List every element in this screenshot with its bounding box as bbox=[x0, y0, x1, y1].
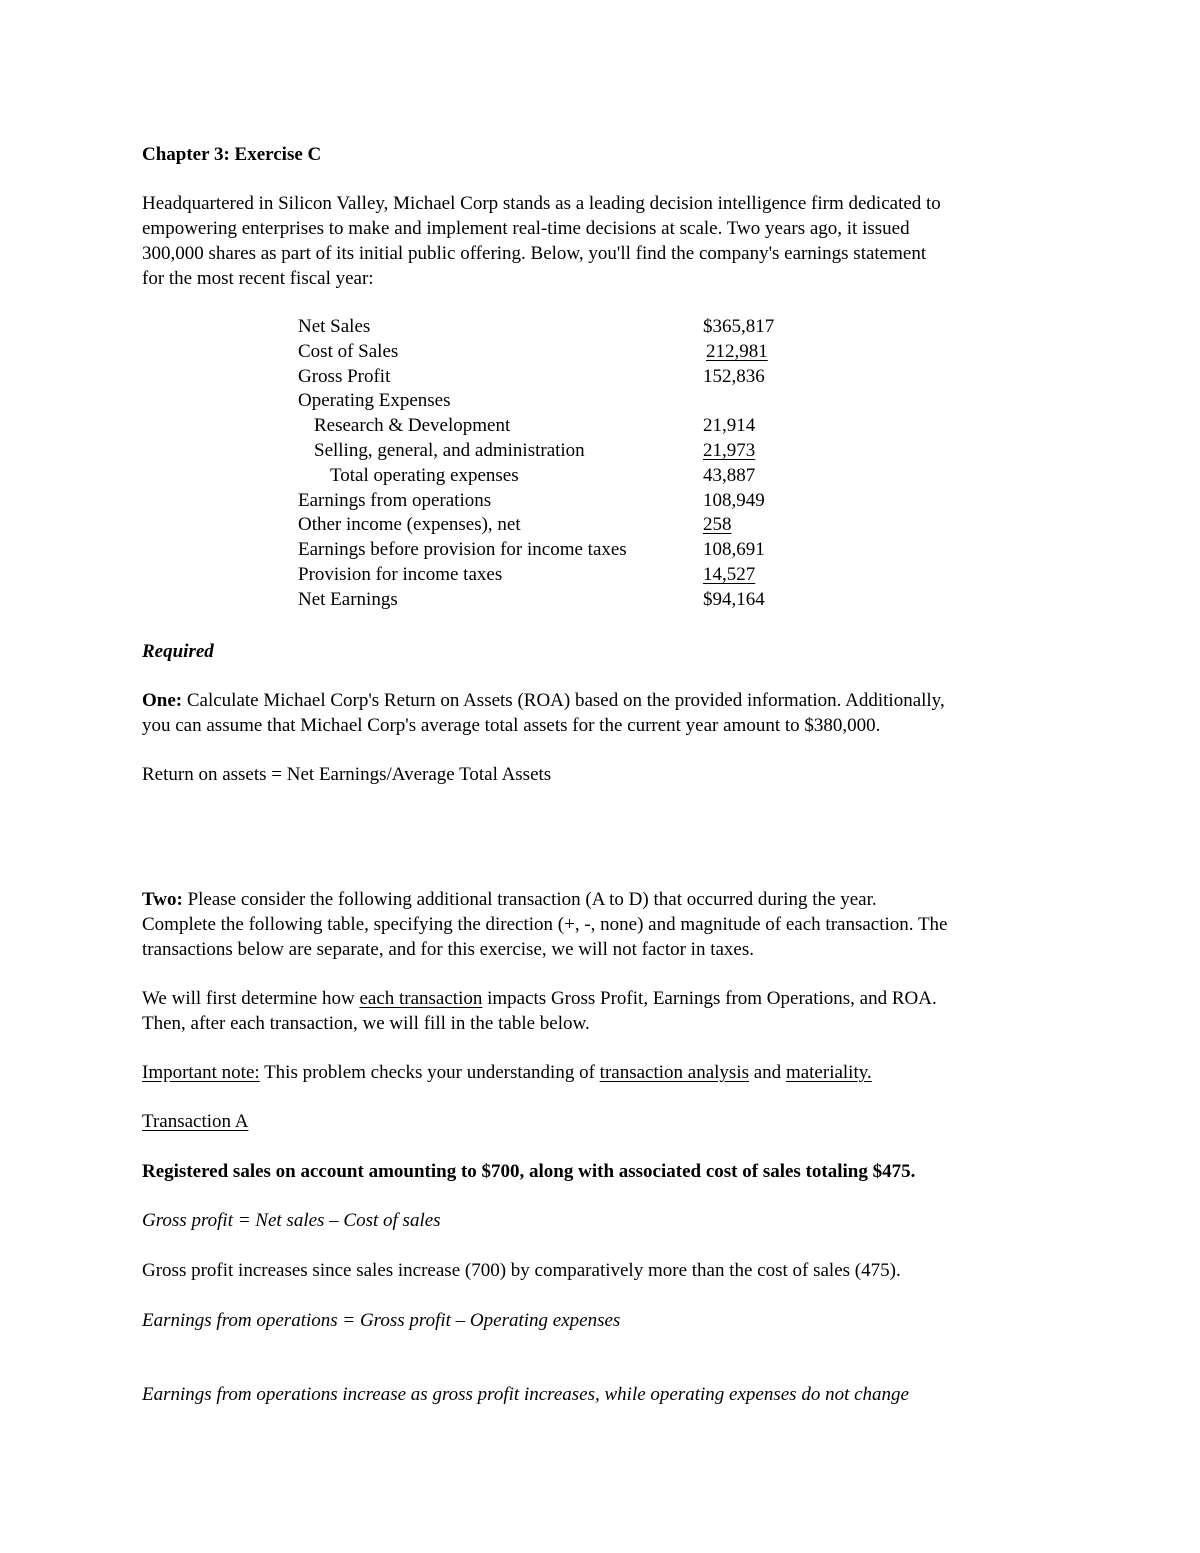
intro-line: Headquartered in Silicon Valley, Michael Corp stands as a leading decision intelligence firm dedicated to bbox=[142, 193, 941, 214]
statement-row bbox=[298, 513, 818, 538]
statement-label: Provision for income taxes bbox=[298, 563, 503, 585]
important-note-label: Important note: bbox=[142, 1062, 260, 1083]
question-one bbox=[142, 688, 1072, 738]
statement-row bbox=[298, 315, 818, 340]
statement-row bbox=[298, 588, 818, 613]
statement-value: 43,887 bbox=[703, 464, 756, 486]
determine-paragraph bbox=[142, 986, 1072, 1036]
statement-row bbox=[298, 414, 818, 439]
question-two-text: Complete the following table, specifying the direction (+, -, none) and magnitude of each transaction. The bbox=[142, 914, 948, 935]
intro-line: for the most recent fiscal year: bbox=[142, 268, 374, 289]
statement-value: 14,527 bbox=[703, 563, 756, 585]
transaction-analysis-term: transaction analysis bbox=[599, 1062, 749, 1083]
statement-value: 108,949 bbox=[703, 489, 765, 511]
page-title: Chapter 3: Exercise C bbox=[142, 144, 322, 165]
intro-line: empowering enterprises to make and implement real-time decisions at scale. Two years ago, it issued bbox=[142, 218, 910, 239]
determine-text: Then, after each transaction, we will fill in the table below. bbox=[142, 1013, 590, 1034]
earnings-formula: Earnings from operations = Gross profit – Operating expenses bbox=[142, 1310, 621, 1331]
gross-profit-explanation: Gross profit increases since sales increase (700) by comparatively more than the cost of sales (475). bbox=[142, 1260, 901, 1281]
question-one-text: Calculate Michael Corp's Return on Assets (ROA) based on the provided information. Additionally, bbox=[182, 690, 945, 711]
statement-label: Cost of Sales bbox=[298, 340, 399, 362]
statement-label: Earnings from operations bbox=[298, 489, 492, 511]
statement-value: 258 bbox=[703, 514, 732, 536]
question-two-text: transactions below are separate, and for this exercise, we will not factor in taxes. bbox=[142, 939, 754, 960]
statement-value: $365,817 bbox=[703, 316, 775, 337]
transaction-a-statement: Registered sales on account amounting to $700, along with associated cost of sales totaling $475. bbox=[142, 1161, 916, 1182]
statement-value: 21,914 bbox=[703, 415, 756, 437]
earnings-explanation: Earnings from operations increase as gross profit increases, while operating expenses do not change bbox=[142, 1384, 909, 1405]
intro-paragraph bbox=[142, 191, 1072, 291]
statement-value: 212,981 bbox=[706, 340, 768, 362]
statement-row bbox=[298, 464, 818, 489]
question-two-text: Please consider the following additional transaction (A to D) that occurred during the year. bbox=[182, 889, 877, 910]
statement-row bbox=[298, 365, 818, 390]
question-one-label: One: bbox=[142, 690, 183, 711]
statement-label: Gross Profit bbox=[298, 365, 391, 387]
statement-value: $94,164 bbox=[703, 588, 765, 610]
statement-row bbox=[298, 389, 818, 414]
important-note bbox=[142, 1060, 1072, 1085]
statement-label: Net Earnings bbox=[298, 588, 398, 610]
statement-row bbox=[298, 340, 818, 365]
statement-label: Net Sales bbox=[298, 316, 371, 337]
question-two bbox=[142, 887, 1072, 962]
question-two-label: Two: bbox=[142, 889, 183, 910]
statement-label: Operating Expenses bbox=[298, 390, 451, 412]
statement-value: 108,691 bbox=[703, 539, 765, 561]
note-text: and bbox=[749, 1062, 786, 1083]
transaction-a-heading: Transaction A bbox=[142, 1111, 249, 1132]
statement-label: Research & Development bbox=[314, 415, 511, 437]
roa-formula: Return on assets = Net Earnings/Average Total Assets bbox=[142, 764, 552, 785]
statement-row bbox=[298, 563, 818, 588]
intro-line: 300,000 shares as part of its initial public offering. Below, you'll find the company's earnings statement bbox=[142, 243, 927, 264]
materiality-term: materiality. bbox=[785, 1062, 872, 1083]
statement-value: 21,973 bbox=[703, 439, 756, 461]
question-one-text: you can assume that Michael Corp's average total assets for the current year amount to $380,000. bbox=[142, 715, 881, 736]
determine-text: impacts Gross Profit, Earnings from Operations, and ROA. bbox=[482, 988, 937, 1009]
statement-label: Other income (expenses), net bbox=[298, 514, 521, 536]
statement-row bbox=[298, 439, 818, 464]
statement-row bbox=[298, 538, 818, 563]
required-heading: Required bbox=[142, 641, 214, 662]
gross-profit-formula: Gross profit = Net sales – Cost of sales bbox=[142, 1210, 441, 1231]
determine-text: We will first determine how bbox=[142, 988, 360, 1009]
statement-row bbox=[298, 489, 818, 514]
statement-value: 152,836 bbox=[703, 365, 765, 387]
note-text: This problem checks your understanding of bbox=[259, 1062, 600, 1083]
statement-label: Total operating expenses bbox=[330, 464, 519, 486]
statement-label: Selling, general, and administration bbox=[314, 439, 585, 461]
statement-label: Earnings before provision for income taxes bbox=[298, 539, 627, 561]
earnings-statement bbox=[298, 315, 818, 613]
each-transaction-term: each transaction bbox=[359, 988, 483, 1009]
